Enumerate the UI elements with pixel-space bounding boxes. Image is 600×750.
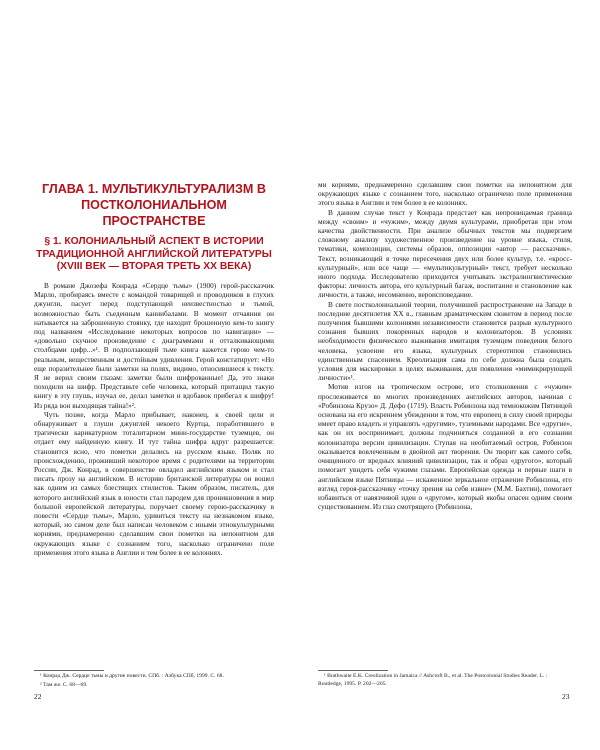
footnote-divider: [34, 670, 104, 671]
footnote: ¹ Brathwaite E.K. Creolization in Jamaica // Ashcroft B., et al. The Postcolonial Studies Reader. L. : Routledge, 1995. P. 202—205.: [318, 673, 548, 687]
footnote: ² Там же. С. 68—69.: [40, 681, 88, 688]
left-footnotes: [34, 673, 274, 690]
left-body-text: [34, 282, 274, 658]
paragraph-continued: ми корнями, преднамеренно сделавшим свои пометки на непонятном для окружающих языке с сознанием того, насколько ограничено поле применения этого языка в Англии и тем более в ее колониях.: [318, 181, 572, 208]
paragraph: В данном случае текст у Конрада предстает как непроницаемая граница между «своим» и «чужим», между двумя культурами, приобретая при этом качества двойственности. При анализе обычных текстов мы подвергаем сложному анализу художественное произведение на уровне языка, стиля, тематики, композиции, системы образов, оппозиции «автор — рассказчик». Текст, возникающий в точке пересечения двух или более культур, т.е. «кросс-культурный», или все чаще — «мультикультурный» текст, требует несколько иного подхода. Исследователю приходится учитывать экстралингвистические факторы: личность автора, его культурный багаж, воспитание и становление как личности, а также, несомненно, вероисповедание.: [318, 208, 572, 300]
footnote: ¹ Конрад Дж. Сердце тьмы и другие повести. СПб. : Азбука СПб, 1999. С. 68.: [40, 673, 224, 679]
paragraph: Мотив изгоя на тропическом острове, его столкновения с «чужим» прослеживается во многих произведениях английских авторов, начиная с «Робинзона Крузо» Д. Дефо (1719). Власть Робинзона над темнокожим Пятницей основана на его искреннем убеждении в том, что европеец в силу своей природы имеет право владеть и управлять «другими», туземными народами. Все «другие», как он их воспринимает, должны подчиняться созданной в его сознании колонизатора версии цивилизации. Ступая на необитаемый остров, Робинзон оказывается вовлеченным в двойной акт творения. Он творит как самого себя, очищенного от вредных влияний цивилизации, так и образ «другого», который помогает увидеть себя чужими глазами. Европейская одежда и первые шаги в английском языке Пятницы — искаженное зеркальное отражение Робинзона, его взгляд героя-рассказчику «точку зрения на себя извне» (М.М. Бахтин), помогает избавиться от навязчивой идеи о «другом», который якобы опасен одним своим существованием. Из глаз смотрящего (Робинзона,: [318, 383, 572, 512]
right-page: [300, 0, 600, 750]
footnote-divider: [318, 670, 388, 671]
right-footnotes: [318, 673, 572, 689]
paragraph: В свете постколониальной теории, получившей распространение на Западе в последние десятилетия XX в., главным драматическим сюжетом в период после получения бывшими колониями независимости становится разрыв культурного сознания бывших покоренных народов и колонизаторов. В условиях необходимости физического выживания имитация туземцем поведения белого человека, усвоение его языка, культурных стереотипов становились единственным спасением. Креолизация сама по себе должна была создать условия для маскировки в целях выживания, для появления «мимикрирующей личности»¹.: [318, 300, 572, 383]
page-number-right: 23: [562, 692, 570, 701]
paragraph: В романе Джозефа Конрада «Сердце тьмы» (1900) герой-рассказчик Марло, пробираясь вместе с командой товарищей и проводников в глухих джунгли, пасует перед подступающей неизвестностью и тьмой, возможностью быть съеденным каннибалами. В момент отчаяния он натыкается на заброшенную стоянку, где находит брошенную кем-то книгу под названием «Исследование некоторых вопросов по навигации» — «довольно скучное произведение с диаграммами и отталкивающими столбцами цифр...»¹. В подползающей тьме книга кажется герою чем-то реальным, вещественным и достойным удивления. Герой констатирует: «Но еще поразительнее были заметки на полях, видимо, относившиеся к тексту. Я не верил своим глазам: заметки были шифрованные! Да, это знаки походили на шифр. Представьте себе человека, который притащил такую книгу в эту глушь, изучал ее, делал заметки и вдобавок прибегал к шифру! Из ряда вон выходящая тайна!»².: [34, 282, 274, 410]
page-number-left: 22: [34, 692, 42, 701]
chapter-title: ГЛАВА 1. МУЛЬТИКУЛЬТУРАЛИЗМ В ПОСТКОЛОНИАЛЬНОМ ПРОСТРАНСТВЕ: [42, 182, 266, 228]
section-title: § 1. КОЛОНИАЛЬНЫЙ АСПЕКТ В ИСТОРИИ ТРАДИЦИОННОЙ АНГЛИЙСКОЙ ЛИТЕРАТУРЫ (XVIII ВЕК — ВТОРАЯ ТРЕТЬ XX ВЕКА): [36, 236, 272, 272]
paragraph: Чуть позже, когда Марло прибывает, наконец, к своей цели и обнаруживает в глуши джунглей некоего Куртца, поработившего в трагически карикатурном тоталитарном мини-государстве туземцев, он отдает ему найденную книгу. И тут тайна шифра вдруг разрешается: становится ясно, что пометки делались на русском языке. Поляк по происхождению, проживший некоторое время с родителями на территории России, Дж. Конрад, в совершенстве овладел английским языком и стал писать прозу на английском. В историю британской литературы он вошел как одним из самых блестящих стилистов. Таким образом, писатель, для которого английский язык в юности стал пародем для проникновения в мир большой европейской литературы, поручает своему герою-рассказчику в повести «Сердце тьмы», Марло, удивиться тексту на незнакомом языке, который, но самом деле был написан человеком с иными этнокультурными корнями, преднамеренно сделавшим свои пометки на непонятном для окружающих языке с сознанием того, насколько ограничено поле применения этого языка в Англии и тем более в ее колониях.: [34, 410, 274, 557]
right-body-text: [318, 181, 572, 658]
